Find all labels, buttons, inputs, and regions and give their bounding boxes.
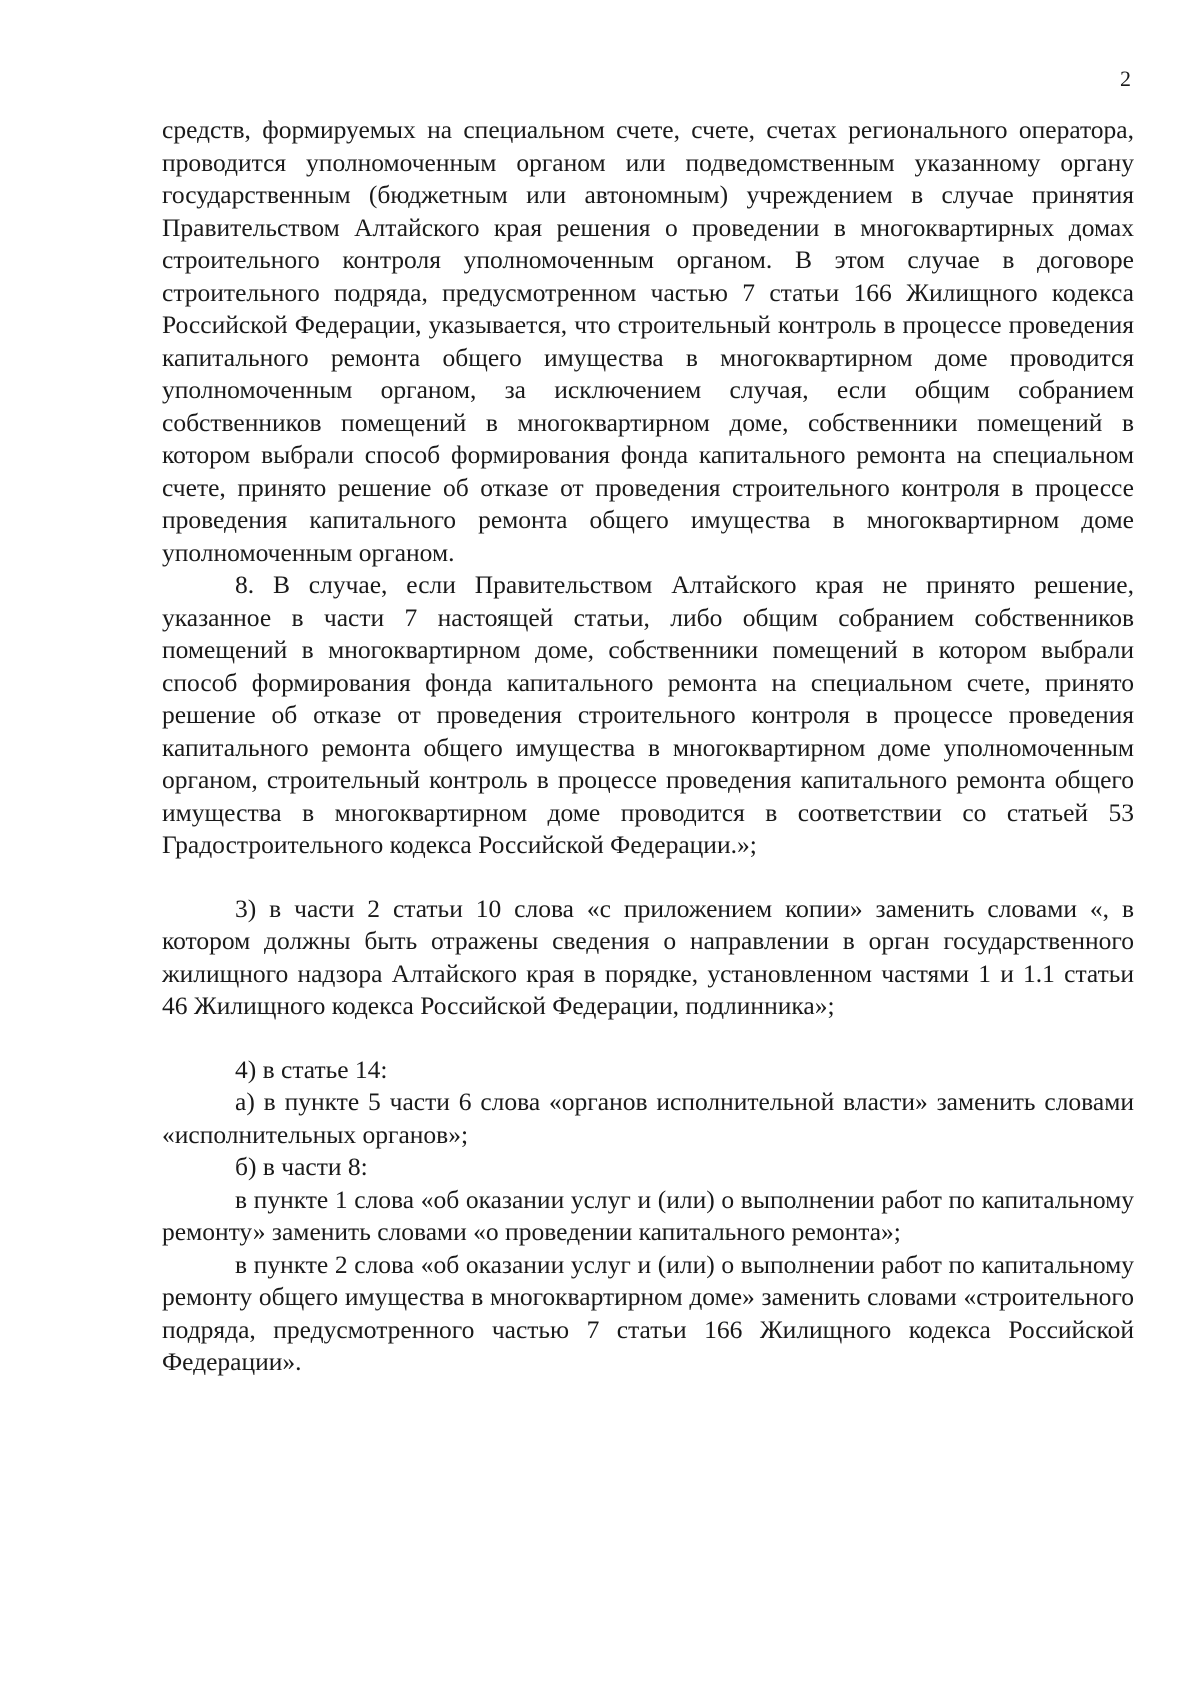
document-body: [162, 114, 1134, 1379]
paragraph-item-3: 3) в части 2 статьи 10 слова «с приложением копии» заменить словами «, в котором должны быть отражены сведения о направлении в орган государственного жилищного надзора Алтайского края в порядке, установленном частями 1 и 1.1 статьи 46 Жилищного кодекса Российской Федерации, подлинника»;: [162, 893, 1134, 1020]
page-number: 2: [1120, 66, 1131, 91]
paragraph-item-4: 4) в статье 14:: [235, 1054, 388, 1084]
paragraph-continuation: средств, формируемых на специальном счете, счете, счетах регионального оператора, проводится уполномоченным органом или подведомственным указанному органу государственным (бюджетным или автономным) учреждением в случае принятия Правительством Алтайского края решения о проведении в многоквартирных домах строительного контроля уполномоченным органом. В этом случае в договоре строительного подряда, предусмотренном частью 7 статьи 166 Жилищного кодекса Российской Федерации, указывается, что строительный контроль в процессе проведения капитального ремонта общего имущества в многоквартирном доме проводится уполномоченным органом, за исключением случая, если общим собранием собственников помещений в многоквартирном доме, собственники помещений в котором выбрали способ формирования фонда капитального ремонта на специальном счете, принято решение об отказе от проведения строительного контроля в процессе проведения капитального ремонта общего имущества в многоквартирном доме уполномоченным органом.: [162, 115, 1134, 567]
paragraph-item-4b-point-2: в пункте 2 слова «об оказании услуг и (или) о выполнении работ по капитальному ремонту общего имущества в многоквартирном доме» заменить словами «строительного подряда, предусмотренного частью 7 статьи 166 Жилищного кодекса Российской Федерации».: [162, 1249, 1134, 1376]
paragraph-item-4a: а) в пункте 5 части 6 слова «органов исполнительной власти» заменить словами «исполнительных органов»;: [162, 1087, 1134, 1149]
paragraph-part-8: 8. В случае, если Правительством Алтайского края не принято решение, указанное в части 7 настоящей статьи, либо общим собранием собственников помещений в многоквартирном доме, собственники помещений в котором выбрали способ формирования фонда капитального ремонта на специальном счете, принято решение об отказе от проведения строительного контроля в процессе проведения капитального ремонта общего имущества в многоквартирном доме уполномоченным органом, строительный контроль в процессе проведения капитального ремонта общего имущества в многоквартирном доме проводится в соответствии со статьей 53 Градостроительного кодекса Российской Федерации.»;: [162, 570, 1134, 859]
paragraph-item-4b: б) в части 8:: [235, 1152, 368, 1181]
paragraph-item-4b-point-1: в пункте 1 слова «об оказании услуг и (или) о выполнении работ по капитальному ремонту» заменить словами «о проведении капитального ремонта»;: [162, 1184, 1134, 1246]
